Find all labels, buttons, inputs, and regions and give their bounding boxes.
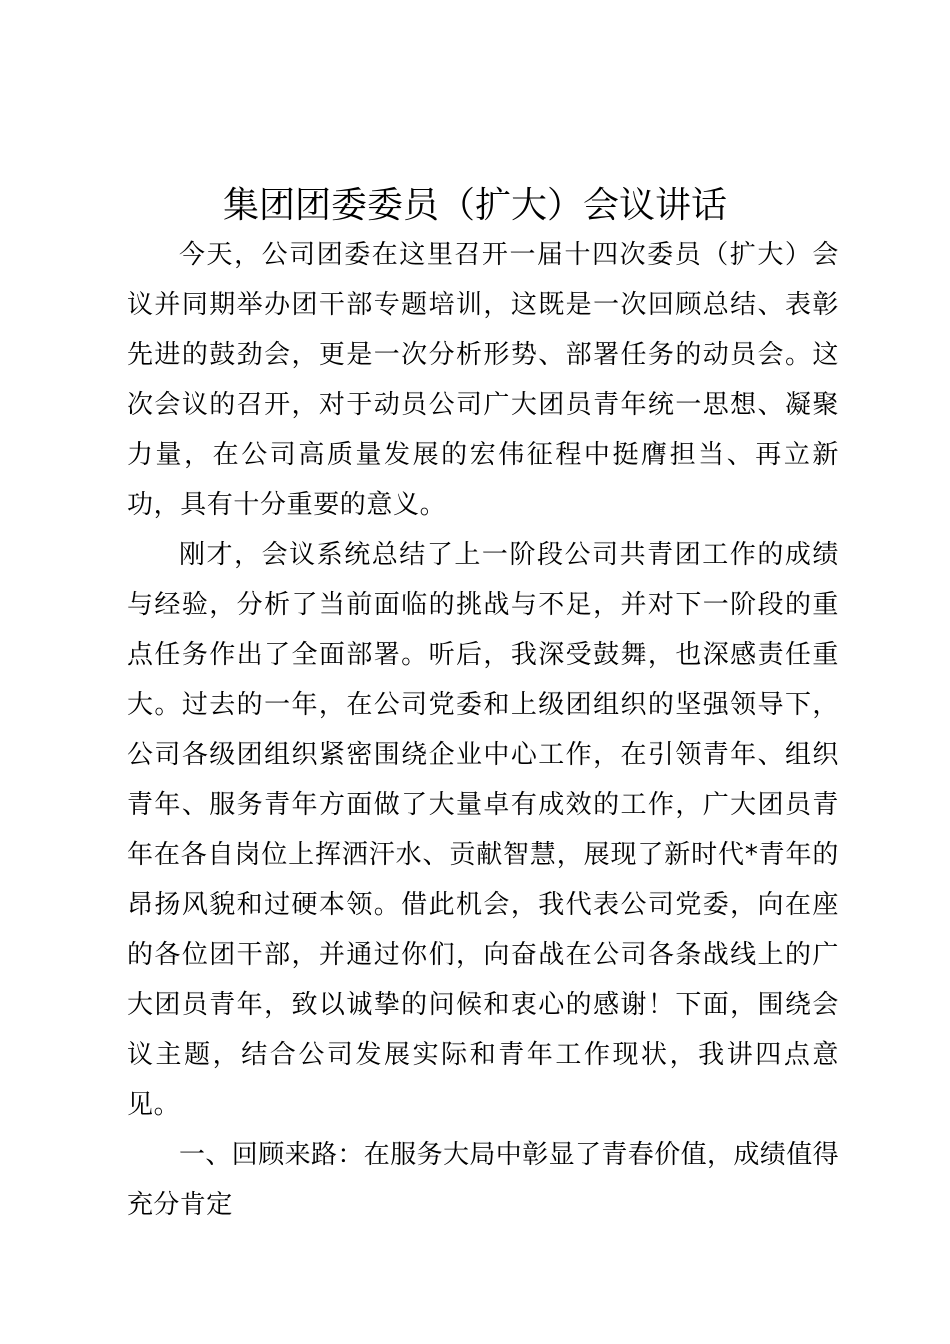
document-title: 集团团委委员（扩大）会议讲话 <box>222 185 727 226</box>
review-paragraph: 刚才，会议系统总结了上一阶段公司共青团工作的成绩与经验，分析了当前面临的挑战与不足，并对下一阶段的重点任务作出了全面部署。听后，我深受鼓舞，也深感责任重大。过去的一年，在公司党委和上级团组织的坚强领导下，公司各级团组织紧密围绕企业中心工作，在引领青年、组织青年、服务青年方面做了大量卓有成效的工作，广大团员青年在各自岗位上挥洒汗水、贡献智慧，展现了新时代*青年的昂扬风貌和过硬本领。借此机会，我代表公司党委，向在座的各位团干部，并通过你们，向奋战在公司各条战线上的广大团员青年，致以诚挚的问候和衷心的感谢！下面，围绕会议主题，结合公司发展实际和青年工作现状，我讲四点意见。 <box>127 540 839 1120</box>
document-body <box>127 230 839 1230</box>
section-heading: 一、回顾来路：在服务大局中彰显了青春价值，成绩值得充分肯定 <box>127 1140 840 1220</box>
opening-paragraph: 今天，公司团委在这里召开一届十四次委员（扩大）会议并同期举办团干部专题培训，这既是一次回顾总结、表彰先进的鼓劲会，更是一次分析形势、部署任务的动员会。这次会议的召开，对于动员公司广大团员青年统一思想、凝聚力量，在公司高质量发展的宏伟征程中挺膺担当、再立新功，具有十分重要的意义。 <box>127 240 839 520</box>
